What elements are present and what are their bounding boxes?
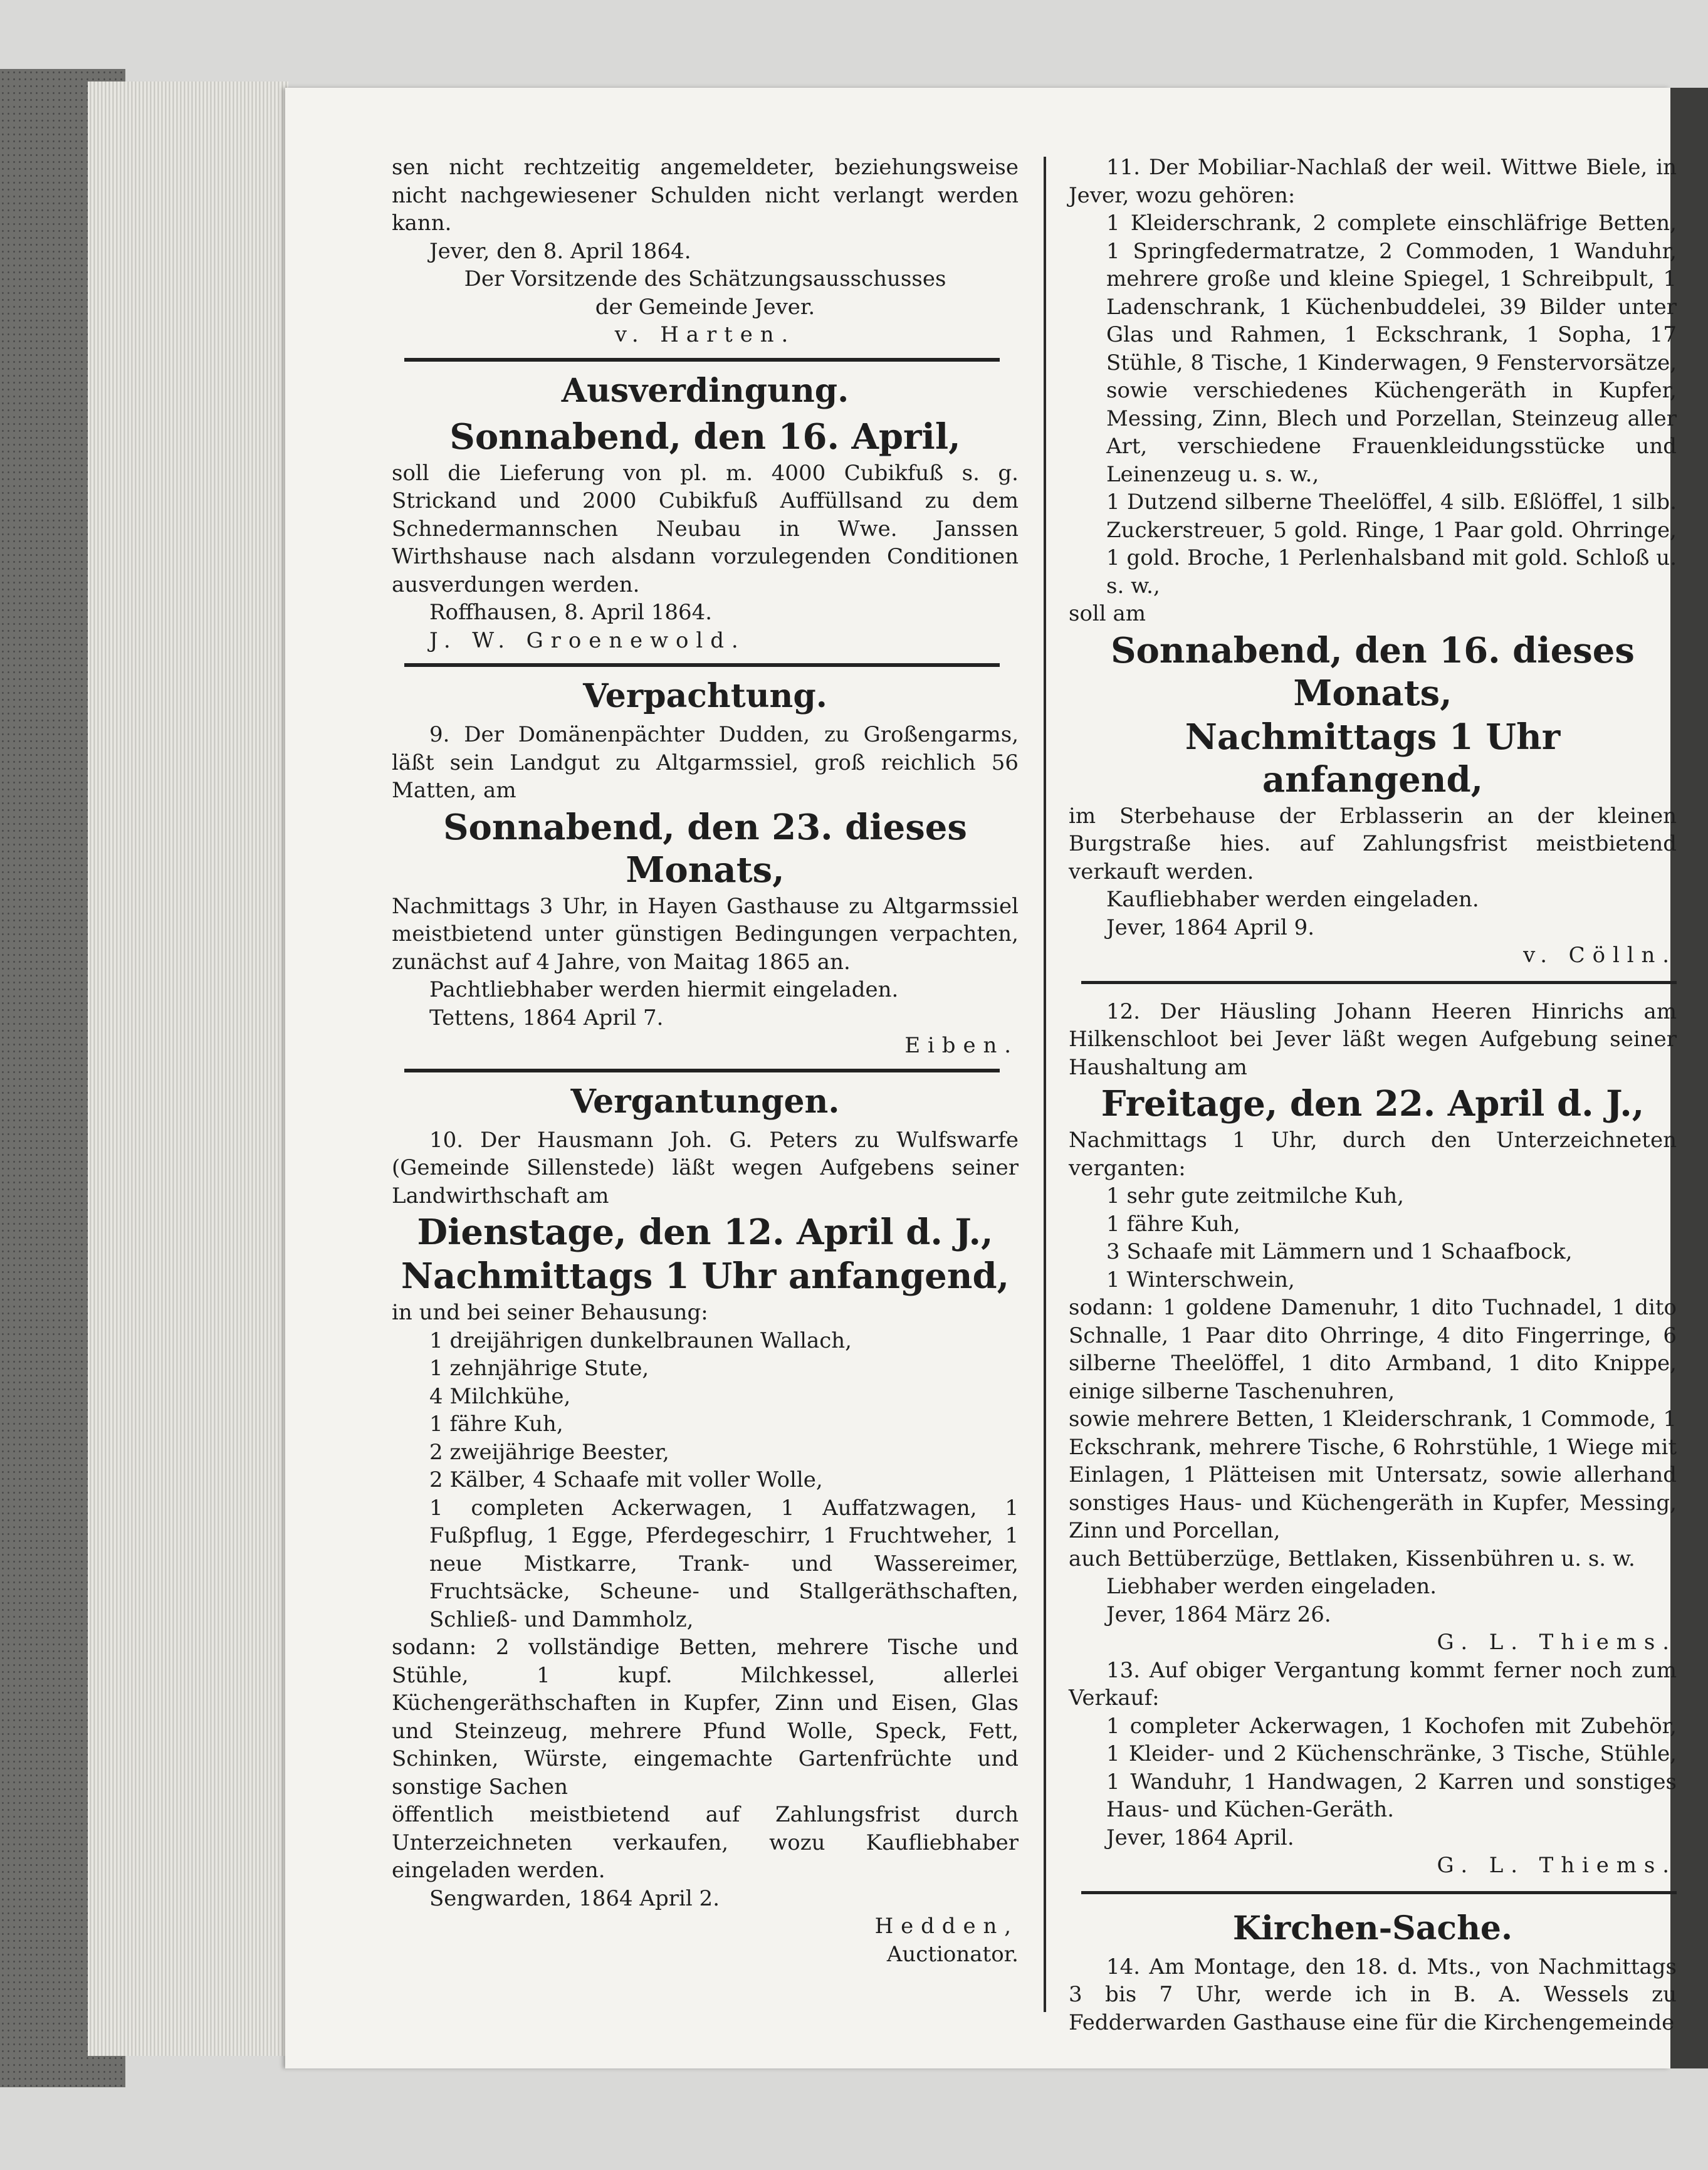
vergantung-12-sowie: sowie mehrere Betten, 1 Kleiderschrank, 1 Commode, 1 Eckschrank, mehrere Tische, 6 Rohrstühle, 1 Wiege mit Einlagen, 1 Plätteisen mit Untersatz, sowie allerhand sonstiges Haus- und Küchengeräth in Kupfer, Messing, Zinn und Porcellan, bbox=[1069, 1407, 1677, 1543]
list-item: 1 Winterschwein, bbox=[1106, 1267, 1295, 1292]
section-rule bbox=[404, 358, 1000, 362]
vergantung-12-sodann: sodann: 1 goldene Damenuhr, 1 dito Tuchnadel, 1 dito Schnalle, 1 Paar dito Ohrringe, 4 dito Fingerringe, 6 silberne Theelöffel, 1 dito Armband, 1 dito Knippe, einige silberne Taschenuhren, bbox=[1069, 1295, 1677, 1404]
vergantung-11-text2: im Sterbehause der Erblasserin an der kleinen Burgstraße hies. auf Zahlungsfrist meistbietend verkauft werden. bbox=[1069, 803, 1677, 884]
vergantung-11-text: 11. Der Mobiliar-Nachlaß der weil. Wittwe Biele, in Jever, wozu gehören: bbox=[1069, 155, 1677, 208]
vergantung-11-time: Nachmittags 1 Uhr anfangend, bbox=[1185, 716, 1561, 800]
list-item: 1 fähre Kuh, bbox=[429, 1412, 563, 1437]
section-title-verpachtung: Verpachtung. bbox=[583, 677, 827, 715]
vergantung-11-items: 1 Kleiderschrank, 2 complete einschläfrige Betten, 1 Springfedermatratze, 2 Commoden, 1 Wanduhr, mehrere große und kleine Spiegel, 1 Schreibpult, 1 Ladenschrank, 1 Küchenbuddelei, 39 Bilder unter Glas und Rahmen, 1 Eckschrank, 1 Sopha, 17 Stühle, 8 Tische, 1 Kinderwagen, 9 Fenstervorsätze, sowie verschiedenes Küchengeräth in Kupfer, Messing, Zinn, Blech und Porzellan, Steinzeug aller Art, verschiedene Frauenkleidungsstücke und Leinenzeug u. s. w., bbox=[1106, 211, 1677, 487]
intro-signature-name: v. Harten. bbox=[614, 322, 796, 347]
list-item: 1 fähre Kuh, bbox=[1106, 1211, 1240, 1237]
verpachtung-signature: Eiben. bbox=[904, 1033, 1019, 1058]
intro-text: sen nicht rechtzeitig angemeldeter, beziehungsweise nicht nachgewiesener Schulden nicht verlangt werden kann. bbox=[392, 155, 1019, 236]
intro-signature-line2: der Gemeinde Jever. bbox=[595, 294, 815, 320]
list-item: 4 Milchkühe, bbox=[429, 1383, 571, 1409]
section-title-ausverdingung: Ausverdingung. bbox=[561, 371, 849, 410]
kirchen-14-text: 14. Am Montage, den 18. d. Mts., von Nachmittags 3 bis 7 Uhr, werde ich in B. A. Wessels zu Fedderwarden Gasthause eine für die Kirchengemeinde bbox=[1069, 1954, 1677, 2035]
list-item: 1 zehnjährige Stute, bbox=[429, 1356, 649, 1381]
ausverdingung-place: Roffhausen, 8. April 1864. bbox=[429, 600, 713, 625]
vergantung-11-text3: Kaufliebhaber werden eingeladen. bbox=[1106, 887, 1479, 912]
section-rule bbox=[404, 1069, 1000, 1072]
vergantung-13-signature: G. L. Thiems. bbox=[1437, 1853, 1677, 1878]
vergantung-13-text: 13. Auf obiger Vergantung kommt ferner noch zum Verkauf: bbox=[1069, 1657, 1677, 1711]
vergantung-10-place: Sengwarden, 1864 April 2. bbox=[429, 1885, 720, 1911]
vergantung-10-signature-title: Auctionator. bbox=[886, 1941, 1019, 1967]
section-title-vergantungen: Vergantungen. bbox=[570, 1082, 840, 1121]
section-title-kirchen-sache: Kirchen-Sache. bbox=[1232, 1909, 1513, 1947]
vergantung-10-date: Dienstage, den 12. April d. J., bbox=[417, 1212, 993, 1253]
list-item: 2 Kälber, 4 Schaafe mit voller Wolle, bbox=[429, 1467, 823, 1492]
ausverdingung-signature: J. W. Groenewold. bbox=[429, 627, 746, 653]
ausverdingung-date: Sonnabend, den 16. April, bbox=[449, 416, 961, 458]
verpachtung-text3: Pachtliebhaber werden hiermit eingeladen. bbox=[429, 977, 899, 1002]
ausverdingung-text: soll die Lieferung von pl. m. 4000 Cubikfuß s. g. Strickand und 2000 Cubikfuß Auffüllsand zu dem Schnedermannschen Neubau in Wwe. Janssen Wirthshause nach alsdann vorzulegenden Conditionen ausverdungen werden. bbox=[392, 460, 1019, 597]
section-rule bbox=[404, 663, 1000, 667]
vergantung-11-soll: soll am bbox=[1069, 601, 1146, 626]
list-item: 2 zweijährige Beester, bbox=[429, 1439, 669, 1465]
left-column bbox=[392, 154, 1019, 1968]
list-item: 1 sehr gute zeitmilche Kuh, bbox=[1106, 1183, 1404, 1208]
vergantung-11-date: Sonnabend, den 16. dieses Monats, bbox=[1111, 629, 1635, 714]
intro-signature-line1: Der Vorsitzende des Schätzungsausschusses bbox=[464, 266, 946, 291]
vergantung-10-time: Nachmittags 1 Uhr anfangend, bbox=[401, 1255, 1010, 1297]
column-divider bbox=[1044, 157, 1046, 2012]
verpachtung-text2: Nachmittags 3 Uhr, in Hayen Gasthause zu Altgarmssiel meistbietend unter günstigen Bedingungen verpachten, zunächst auf 4 Jahre, von Maitag 1865 an. bbox=[392, 893, 1019, 975]
vergantung-12-text3: Liebhaber werden eingeladen. bbox=[1106, 1574, 1437, 1599]
list-item: 1 dreijährigen dunkelbraunen Wallach, bbox=[429, 1328, 852, 1353]
vergantung-10-intro: in und bei seiner Behausung: bbox=[392, 1300, 708, 1325]
verpachtung-place: Tettens, 1864 April 7. bbox=[429, 1005, 664, 1030]
vergantung-10-signature: Hedden, bbox=[874, 1914, 1019, 1939]
vergantung-12-place: Jever, 1864 März 26. bbox=[1106, 1601, 1331, 1627]
vergantung-11-items2: 1 Dutzend silberne Theelöffel, 4 silb. Eßlöffel, 1 silb. Zuckerstreuer, 5 gold. Ringe, 1 Paar gold. Ohrringe, 1 gold. Broche, 1 Perlenhalsband mit gold. Schloß u. s. w., bbox=[1106, 490, 1677, 599]
verpachtung-date: Sonnabend, den 23. dieses Monats, bbox=[443, 806, 967, 891]
vergantung-12-signature: G. L. Thiems. bbox=[1437, 1630, 1677, 1655]
vergantung-11-signature: v. Cölln. bbox=[1523, 943, 1677, 968]
right-column bbox=[1069, 154, 1677, 2036]
list-item: 3 Schaafe mit Lämmern und 1 Schaafbock, bbox=[1106, 1239, 1573, 1264]
list-item: 1 completen Ackerwagen, 1 Auffatzwagen, 1 Fußpflug, 1 Egge, Pferdegeschirr, 1 Fruchtweher, 1 neue Mistkarre, Trank- und Wassereimer, Fruchtsäcke, Scheune- und Stallgeräthschaften, Schließ- und Dammholz, bbox=[429, 1495, 1019, 1632]
vergantung-12-text: 12. Der Häusling Johann Heeren Hinrichs am Hilkenschloot bei Jever läßt wegen Aufgebung seiner Haushaltung am bbox=[1069, 999, 1677, 1080]
vergantung-13-place: Jever, 1864 April. bbox=[1106, 1825, 1294, 1850]
vergantung-11-place: Jever, 1864 April 9. bbox=[1106, 915, 1315, 940]
vergantung-12-auch: auch Bettüberzüge, Bettlaken, Kissenbühren u. s. w. bbox=[1069, 1546, 1635, 1571]
verpachtung-text: 9. Der Domänenpächter Dudden, zu Großengarms, läßt sein Landgut zu Altgarmssiel, groß reichlich 56 Matten, am bbox=[392, 722, 1019, 803]
vergantung-12-text2: Nachmittags 1 Uhr, durch den Unterzeichneten verganten: bbox=[1069, 1128, 1677, 1181]
section-rule bbox=[1081, 1891, 1677, 1894]
vergantung-10-text: 10. Der Hausmann Joh. G. Peters zu Wulfswarfe (Gemeinde Sillenstede) läßt wegen Aufgebens seiner Landwirthschaft am bbox=[392, 1127, 1019, 1208]
section-rule bbox=[1081, 981, 1677, 984]
vergantung-12-date: Freitage, den 22. April d. J., bbox=[1101, 1083, 1645, 1124]
vergantung-10-sodann: sodann: 2 vollständige Betten, mehrere Tische und Stühle, 1 kupf. Milchkessel, allerlei Küchengeräthschaften in Kupfer, Zinn und Eisen, Glas und Steinzeug, mehrere Pfund Wolle, Speck, Fett, Schinken, Würste, eingemachte Gartenfrüchte und sonstige Sachen bbox=[392, 1635, 1019, 1800]
page-edges bbox=[88, 81, 288, 2056]
intro-date: Jever, den 8. April 1864. bbox=[429, 238, 691, 264]
vergantung-10-end: öffentlich meistbietend auf Zahlungsfrist durch Unterzeichneten verkaufen, wozu Kaufliebhaber eingeladen werden. bbox=[392, 1802, 1019, 1883]
vergantung-13-items: 1 completer Ackerwagen, 1 Kochofen mit Zubehör, 1 Kleider- und 2 Küchenschränke, 3 Tische, Stühle, 1 Wanduhr, 1 Handwagen, 2 Karren und sonstiges Haus- und Küchen-Geräth. bbox=[1106, 1713, 1677, 1822]
